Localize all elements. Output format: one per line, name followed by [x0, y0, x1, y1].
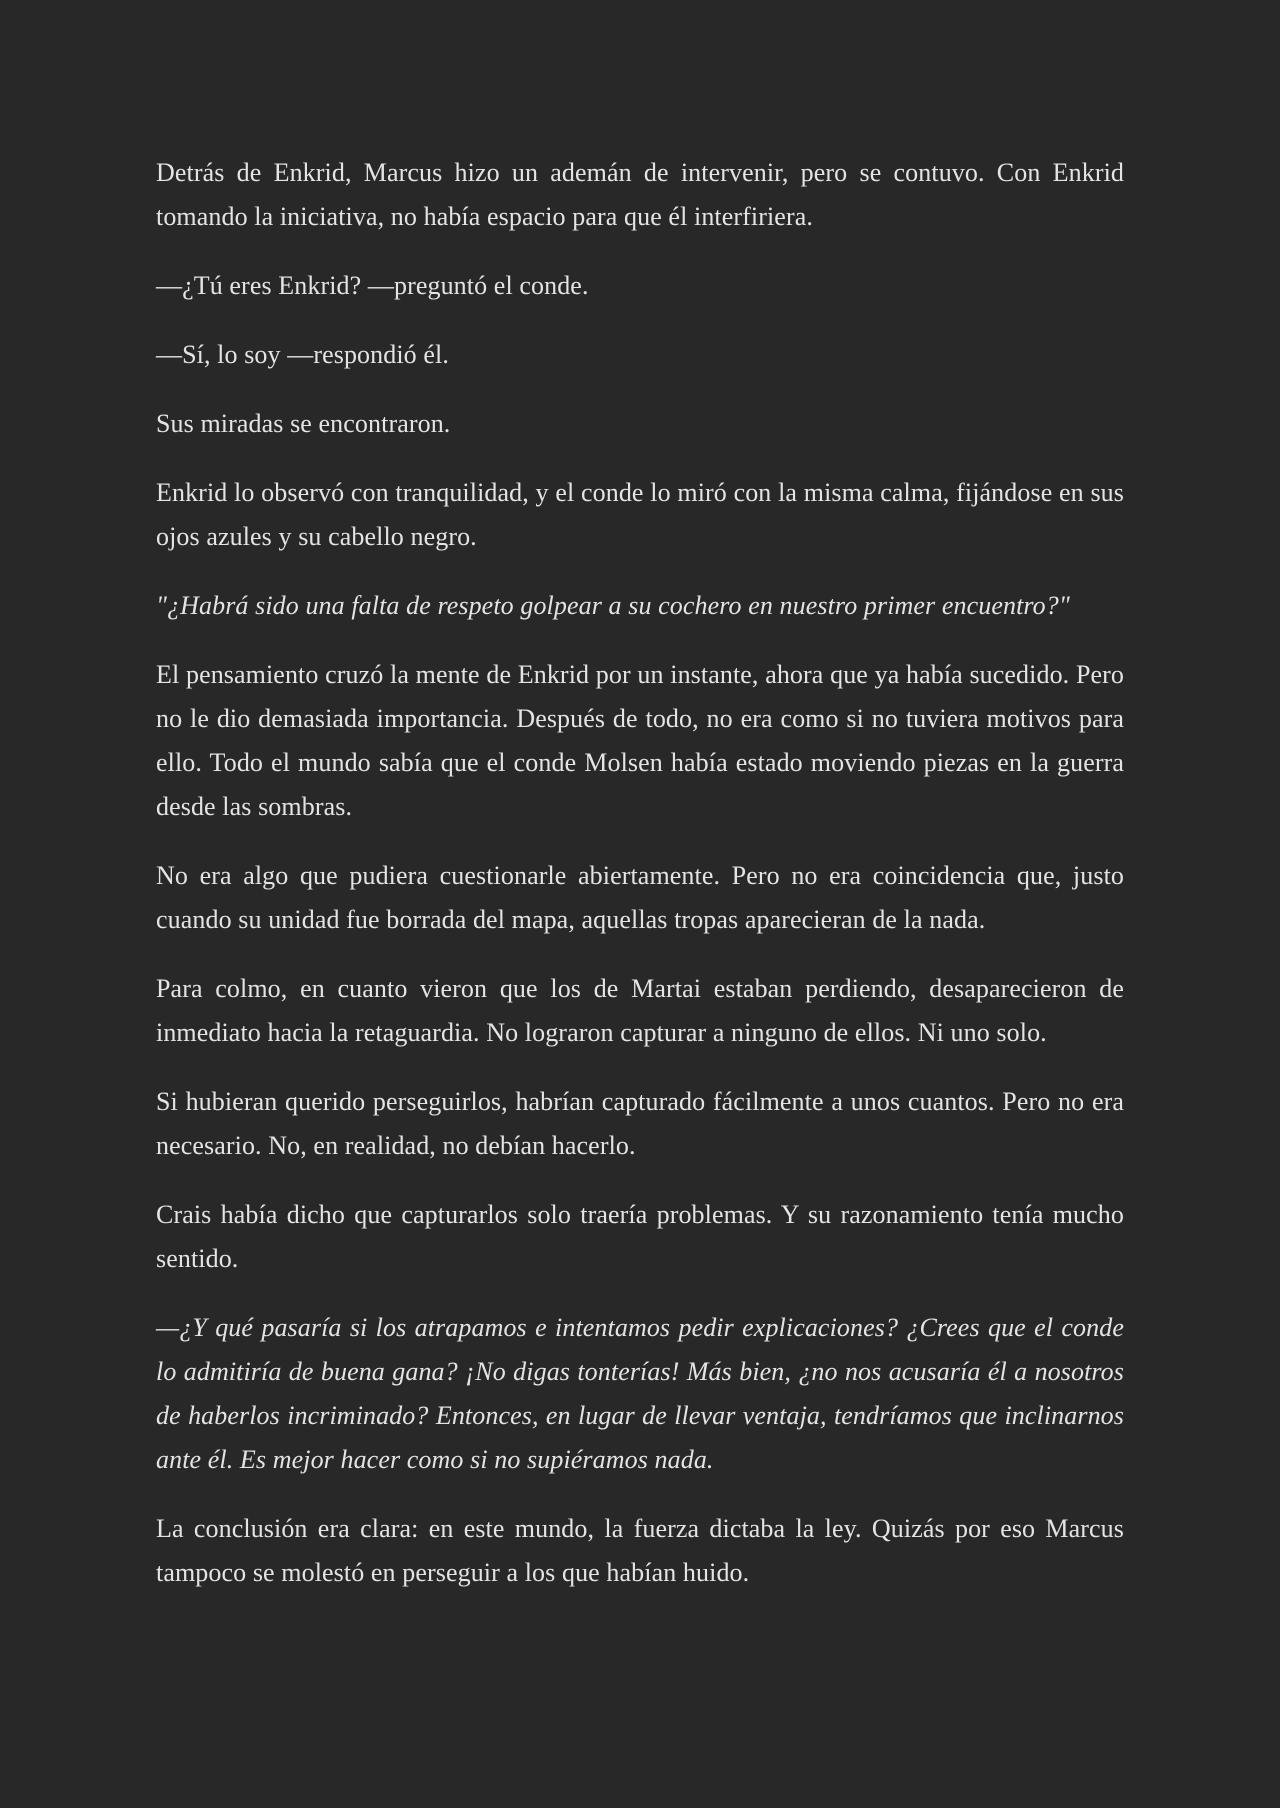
paragraph: Sus miradas se encontraron. — [156, 409, 451, 438]
paragraph: —¿Tú eres Enkrid? —preguntó el conde. — [156, 271, 589, 300]
paragraph: La conclusión era clara: en este mundo, la fuerza dictaba la ley. Quizás por eso Marcus tampoco se molestó en perseguir a los que habían huido. — [156, 1514, 1124, 1587]
paragraph-thought: "¿Habrá sido una falta de respeto golpear a su cochero en nuestro primer encuentro?" — [156, 591, 1070, 620]
paragraph: Para colmo, en cuanto vieron que los de Martai estaban perdiendo, desaparecieron de inmediato hacia la retaguardia. No lograron capturar a ninguno de ellos. Ni uno solo. — [156, 974, 1124, 1047]
paragraph-recalled-dialogue: —¿Y qué pasaría si los atrapamos e intentamos pedir explicaciones? ¿Crees que el conde lo admitiría de buena gana? ¡No digas tonterías! Más bien, ¿no nos acusaría él a nosotros de haberlos incriminado? Entonces, en lugar de llevar ventaja, tendríamos que inclinarnos ante él. Es mejor hacer como si no supiéramos nada. — [156, 1313, 1124, 1474]
paragraph: No era algo que pudiera cuestionarle abiertamente. Pero no era coincidencia que, justo cuando su unidad fue borrada del mapa, aquellas tropas aparecieran de la nada. — [156, 861, 1124, 934]
paragraph: Crais había dicho que capturarlos solo traería problemas. Y su razonamiento tenía mucho sentido. — [156, 1200, 1124, 1273]
paragraph: Si hubieran querido perseguirlos, habrían capturado fácilmente a unos cuantos. Pero no era necesario. No, en realidad, no debían hacerlo. — [156, 1087, 1124, 1160]
paragraph: Detrás de Enkrid, Marcus hizo un ademán de intervenir, pero se contuvo. Con Enkrid tomando la iniciativa, no había espacio para que él interfiriera. — [156, 158, 1124, 231]
paragraph: —Sí, lo soy —respondió él. — [156, 340, 449, 369]
paragraph: Enkrid lo observó con tranquilidad, y el conde lo miró con la misma calma, fijándose en sus ojos azules y su cabello negro. — [156, 478, 1124, 551]
paragraph: El pensamiento cruzó la mente de Enkrid por un instante, ahora que ya había sucedido. Pero no le dio demasiada importancia. Después de todo, no era como si no tuviera motivos para ello. Todo el mundo sabía que el conde Molsen había estado moviendo piezas en la guerra desde las sombras. — [156, 660, 1124, 821]
